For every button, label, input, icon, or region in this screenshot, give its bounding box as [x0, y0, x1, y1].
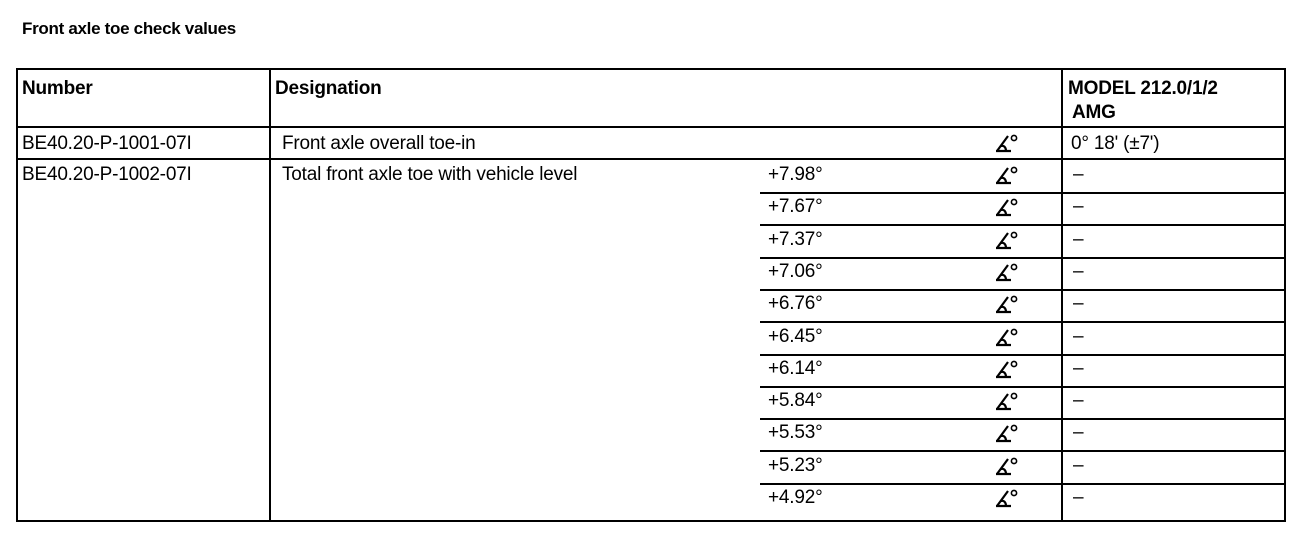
toe-angle-icon: [994, 359, 1020, 379]
row-value: –: [1073, 260, 1084, 282]
row-value: 0° 18' (±7'): [1071, 133, 1160, 154]
vehicle-level-value: +7.06°: [768, 260, 823, 282]
subrow-divider: [760, 321, 1284, 323]
row-value: –: [1073, 390, 1084, 412]
toe-angle-icon: [994, 197, 1020, 217]
vehicle-level-value: +7.67°: [768, 196, 823, 218]
vehicle-level-value: +7.37°: [768, 228, 823, 250]
subrow-divider: [760, 354, 1284, 356]
toe-angle-icon: [994, 488, 1020, 508]
toe-angle-icon: [994, 262, 1020, 282]
subrow-divider: [760, 224, 1284, 226]
subrow-divider: [760, 289, 1284, 291]
subrow-divider: [760, 418, 1284, 420]
row-value: –: [1073, 196, 1084, 218]
vehicle-level-value: +5.53°: [768, 422, 823, 444]
page-title: Front axle toe check values: [22, 19, 236, 38]
row-designation: Total front axle toe with vehicle level: [282, 164, 578, 185]
row-value: –: [1073, 228, 1084, 250]
toe-angle-icon: [994, 327, 1020, 347]
vehicle-level-value: +4.92°: [768, 487, 823, 508]
row-value: –: [1073, 357, 1084, 379]
column-divider: [1061, 70, 1063, 520]
vehicle-level-value: +5.84°: [768, 390, 823, 412]
toe-angle-icon: [994, 294, 1020, 314]
toe-angle-icon: [994, 230, 1020, 250]
header-model: MODEL 212.0/1/2: [1068, 78, 1218, 99]
toe-values-table: [16, 68, 1286, 522]
header-model-variant: AMG: [1072, 102, 1116, 123]
row-value: –: [1073, 454, 1084, 476]
toe-angle-icon: [994, 391, 1020, 411]
row-number: BE40.20-P-1002-07I: [22, 164, 192, 185]
vehicle-level-value: +6.14°: [768, 357, 823, 379]
row-value: –: [1073, 164, 1084, 185]
row-designation: Front axle overall toe-in: [282, 133, 476, 154]
row-divider: [18, 158, 1284, 160]
vehicle-level-value: +5.23°: [768, 454, 823, 476]
subrow-divider: [760, 483, 1284, 485]
subrow-divider: [760, 192, 1284, 194]
header-number: Number: [22, 78, 93, 99]
subrow-divider: [760, 257, 1284, 259]
row-value: –: [1073, 293, 1084, 315]
toe-angle-icon: [994, 133, 1020, 153]
subrow-divider: [760, 450, 1284, 452]
vehicle-level-value: +7.98°: [768, 164, 823, 185]
subrow-divider: [760, 386, 1284, 388]
row-number: BE40.20-P-1001-07I: [22, 133, 192, 154]
header-divider: [18, 126, 1284, 128]
toe-angle-icon: [994, 456, 1020, 476]
row-value: –: [1073, 487, 1084, 508]
row-value: –: [1073, 325, 1084, 347]
toe-angle-icon: [994, 165, 1020, 185]
row-value: –: [1073, 422, 1084, 444]
toe-angle-icon: [994, 423, 1020, 443]
header-designation: Designation: [275, 78, 382, 99]
column-divider: [269, 70, 271, 520]
vehicle-level-value: +6.45°: [768, 325, 823, 347]
vehicle-level-value: +6.76°: [768, 293, 823, 315]
